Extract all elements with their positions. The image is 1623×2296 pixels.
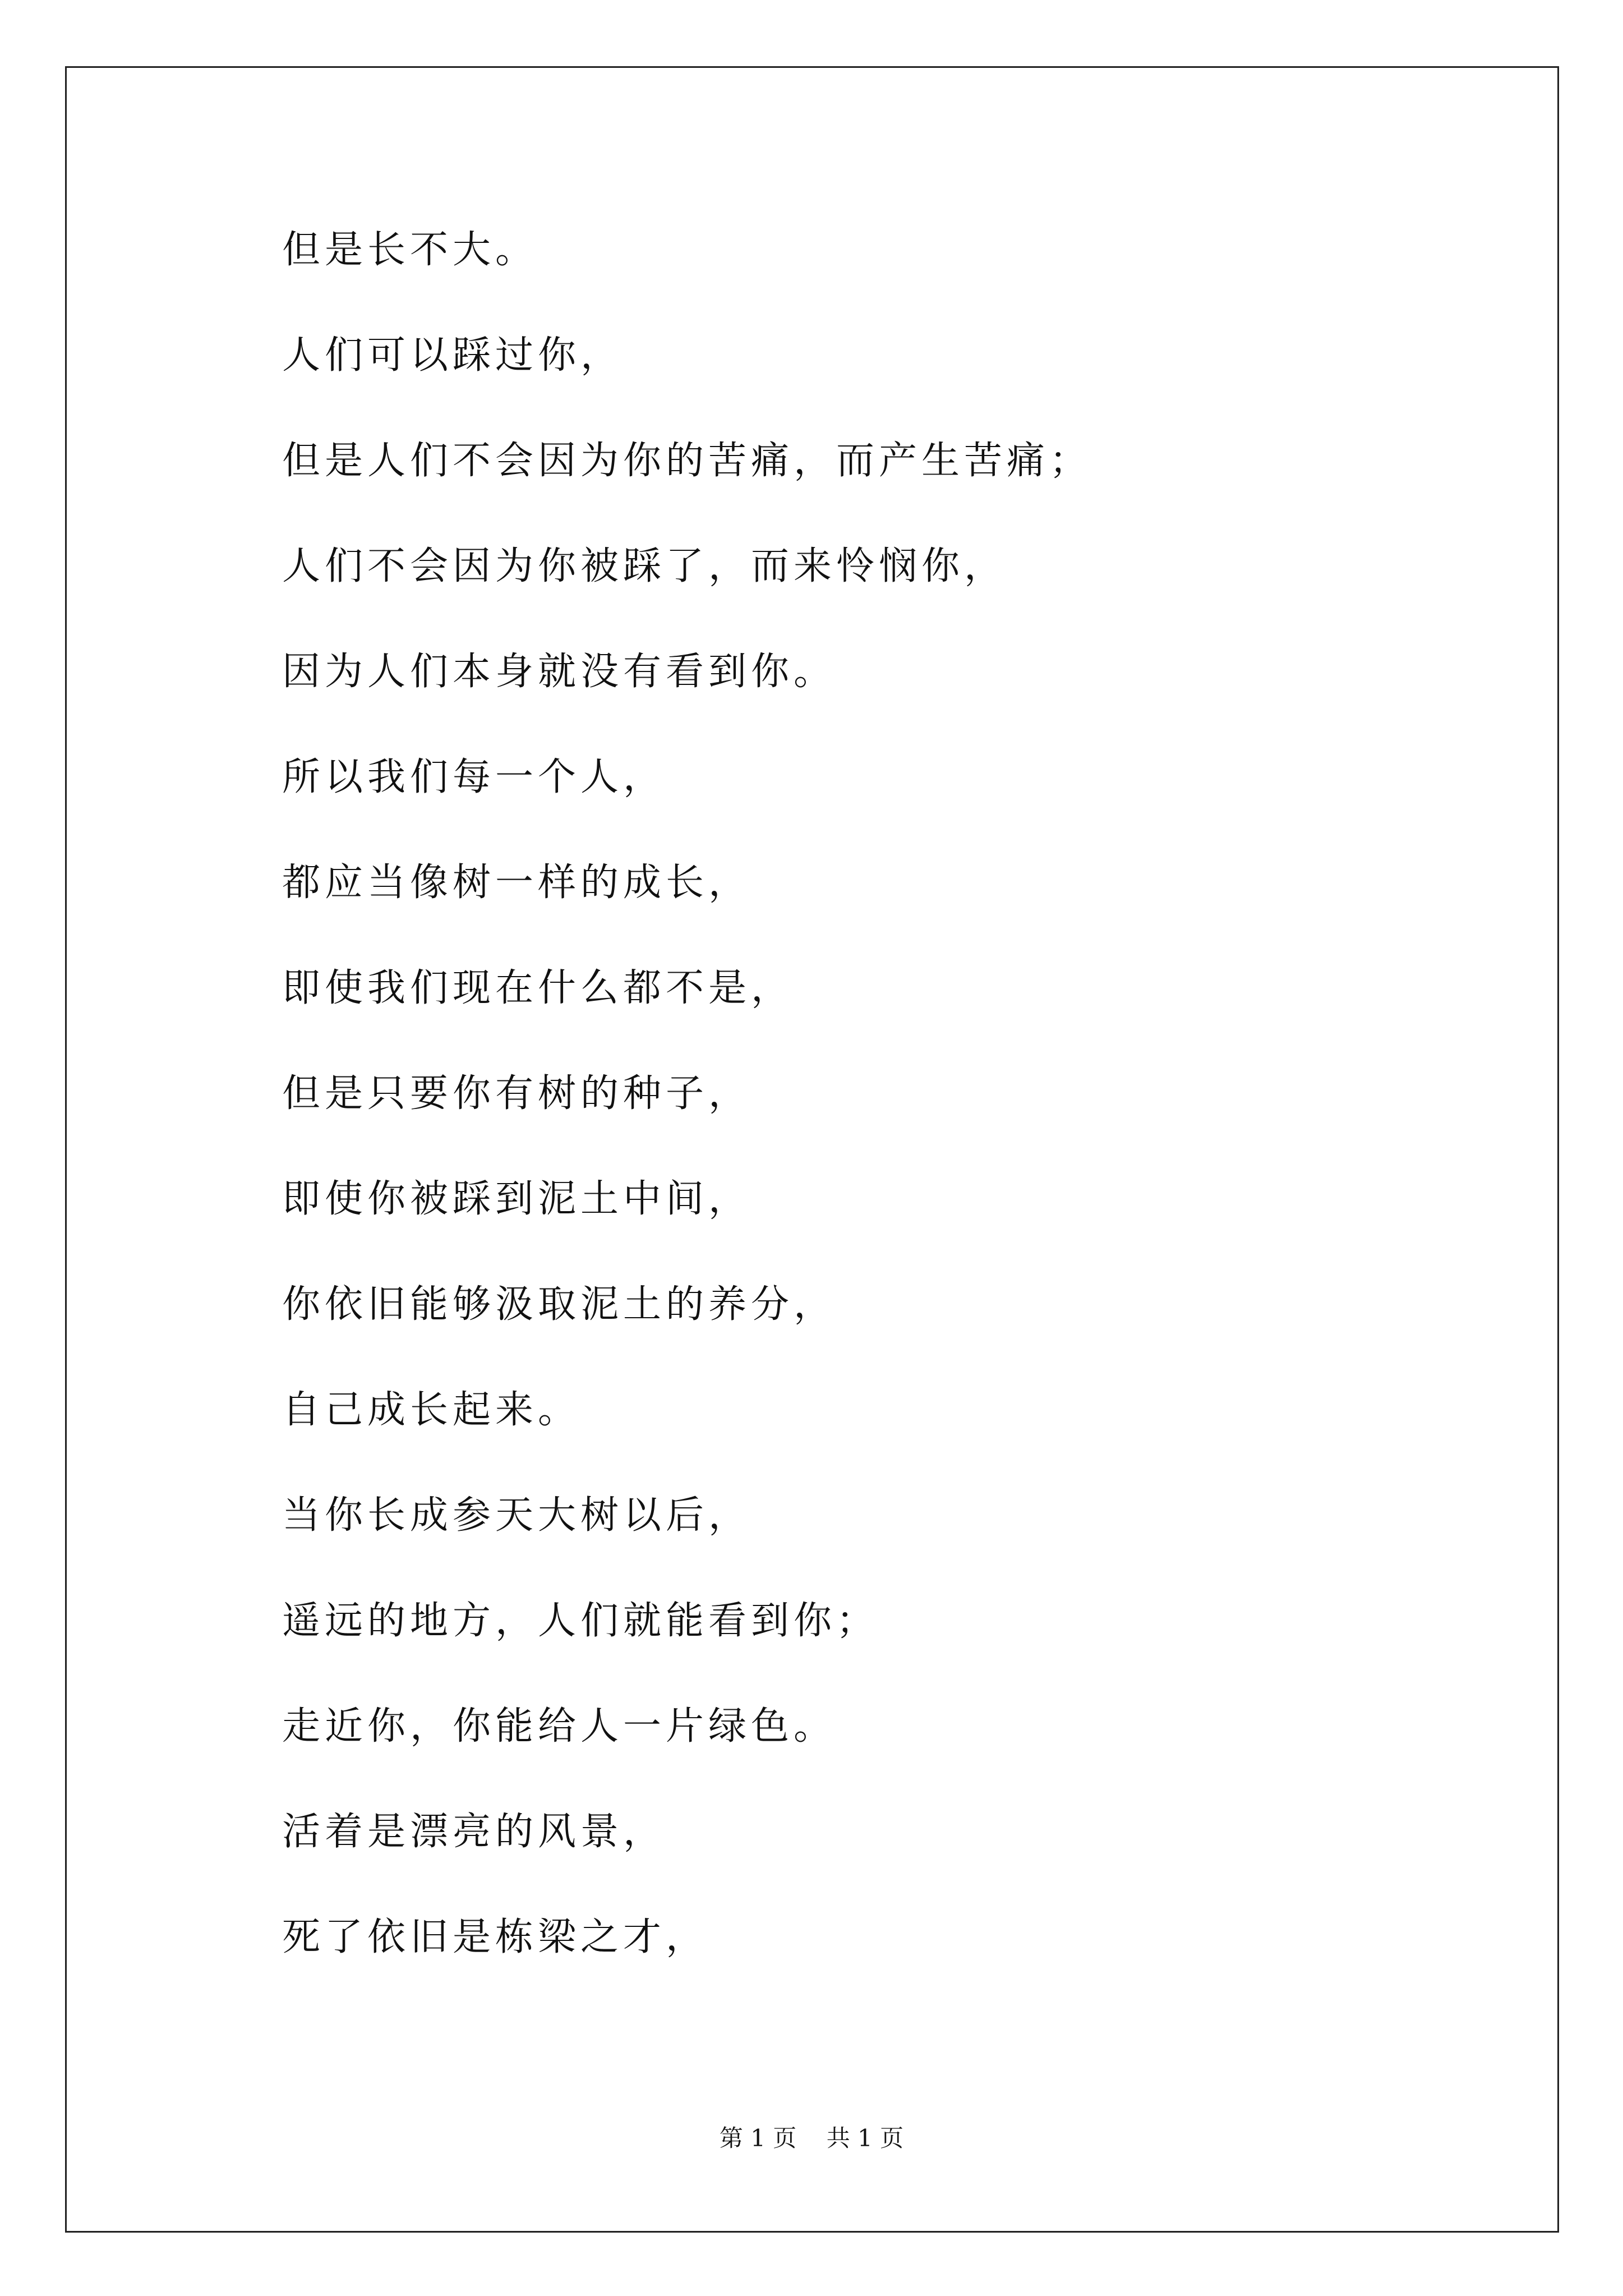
text-line: 人们不会因为你被踩了，而来怜悯你， [282,544,1007,588]
text-line: 但是只要你有树的种子， [282,1071,751,1116]
text-line: 死了依旧是栋梁之才， [282,1915,709,1959]
text-line: 即使你被踩到泥土中间， [282,1177,751,1221]
text-line: 即使我们现在什么都不是， [282,966,794,1010]
text-line: 遥远的地方，人们就能看到你； [282,1599,879,1643]
text-line: 走近你，你能给人一片绿色。 [282,1704,837,1749]
text-line: 活着是漂亮的风景， [282,1810,666,1854]
page-footer: 第 1 页 共 1 页 [719,2124,904,2152]
text-line: 当你长成参天大树以后， [282,1493,751,1538]
text-line: 所以我们每一个人， [282,755,666,799]
text-line: 自己成长起来。 [282,1388,581,1432]
text-line: 人们可以踩过你， [282,333,624,378]
text-line: 你依旧能够汲取泥土的养分， [282,1282,837,1327]
text-line: 因为人们本身就没有看到你。 [282,650,837,694]
text-line: 但是人们不会因为你的苦痛，而产生苦痛； [282,439,1092,483]
page-border [65,66,1559,2233]
text-line: 但是长不大。 [282,228,538,272]
text-line: 都应当像树一样的成长， [282,861,751,905]
